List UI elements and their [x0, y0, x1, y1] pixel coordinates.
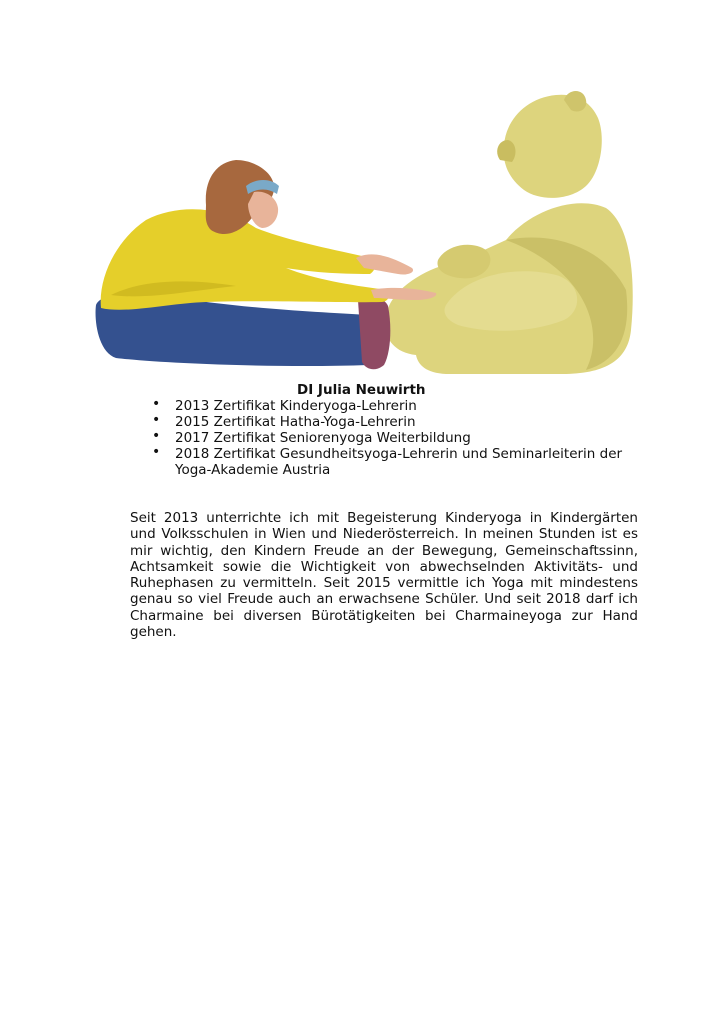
certificate-item — [150, 414, 630, 430]
bullet-icon: • — [152, 428, 161, 444]
certificate-list — [150, 398, 630, 478]
certificate-text: 2013 Zertifikat Kinderyoga-Lehrerin — [175, 398, 417, 414]
bear-leg — [437, 245, 490, 279]
certificate-item — [150, 398, 630, 414]
certificate-item — [150, 446, 630, 478]
certificate-text: 2017 Zertifikat Seniorenyoga Weiterbildung — [175, 430, 471, 446]
bullet-icon: • — [152, 412, 161, 428]
person-name: DI Julia Neuwirth — [297, 382, 426, 398]
biography-paragraph: Seit 2013 unterrichte ich mit Begeisterung Kinderyoga in Kindergärten und Volksschulen in Wien und Niederösterreich. In meinen Stunden ist es mir wichtig, den Kindern Freude an der Bewegung, Gemeinschaftssinn, Achtsamkeit sowie die Wichtigkeit von abwechselnden Aktivitäts- und Ruhephasen zu vermitteln. Seit 2015 vermittle ich Yoga mit mindestens genau so viel Freude auch an erwachsene Schüler. Und seit 2018 darf ich Charmaine bei diversen Bürotätigkeiten bei Charmaineyoga zur Hand gehen. — [130, 510, 638, 641]
shoe — [358, 297, 390, 369]
certificate-text: 2018 Zertifikat Gesundheitsyoga-Lehrerin und Seminarleiterin der Yoga-Akademie Austria — [175, 446, 623, 478]
profile-photo — [86, 90, 636, 375]
certificate-item — [150, 430, 630, 446]
bullet-icon: • — [152, 444, 161, 460]
woman-figure — [96, 160, 437, 369]
bear-snout — [497, 140, 515, 162]
face — [248, 192, 278, 228]
bear-statue — [385, 91, 633, 374]
bear-head — [504, 95, 602, 198]
certificate-text: 2015 Zertifikat Hatha-Yoga-Lehrerin — [175, 414, 416, 430]
bullet-icon: • — [152, 396, 161, 412]
